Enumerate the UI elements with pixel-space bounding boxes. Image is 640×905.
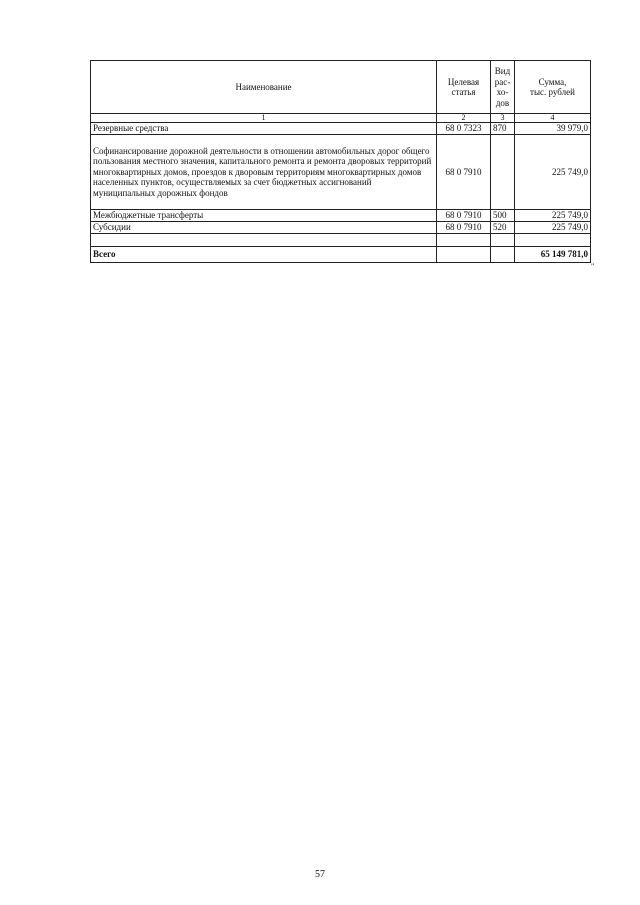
total-row xyxy=(91,247,591,263)
row-sum: 39 979,0 xyxy=(515,123,591,135)
page-number: 57 xyxy=(315,869,325,880)
row-type: 870 xyxy=(491,123,515,135)
column-number: 3 xyxy=(491,114,515,123)
empty-row xyxy=(91,234,591,247)
table-row xyxy=(91,135,591,210)
row-type: 500 xyxy=(491,210,515,222)
row-name: Межбюджетные трансферты xyxy=(91,210,437,222)
closing-quote-mark: " xyxy=(591,262,595,271)
empty-cell xyxy=(515,234,591,247)
column-number: 2 xyxy=(437,114,491,123)
total-label: Всего xyxy=(91,247,437,263)
row-type: 520 xyxy=(491,222,515,234)
table-row xyxy=(91,222,591,234)
total-sum: 65 149 781,0 xyxy=(515,247,591,263)
row-article: 68 0 7323 xyxy=(437,123,491,135)
row-name: Софинансирование дорожной деятельности в отношении автомобильных дорог общего пользования местного значения, капитального ремонта и ремонта дворовых территорий многоквартирных домов, проездов к дворовым территориям многоквартирных домов населенных пунктов, осуществляемых за счет бюджетных ассигнований муниципальных дорожных фондов xyxy=(91,135,437,210)
row-sum: 225 749,0 xyxy=(515,135,591,210)
header-name: Наименование xyxy=(91,61,437,114)
row-article: 68 0 7910 xyxy=(437,222,491,234)
empty-cell xyxy=(437,234,491,247)
budget-table xyxy=(90,60,591,263)
column-number: 1 xyxy=(91,114,437,123)
table-header-row xyxy=(91,61,591,114)
row-sum: 225 749,0 xyxy=(515,222,591,234)
table-row xyxy=(91,210,591,222)
header-type: Вид рас- хо- дов xyxy=(491,61,515,114)
row-article: 68 0 7910 xyxy=(437,210,491,222)
row-name: Резервные средства xyxy=(91,123,437,135)
row-type xyxy=(491,135,515,210)
empty-cell xyxy=(491,234,515,247)
empty-cell xyxy=(437,247,491,263)
row-sum: 225 749,0 xyxy=(515,210,591,222)
column-number: 4 xyxy=(515,114,591,123)
table-row xyxy=(91,123,591,135)
empty-cell xyxy=(91,234,437,247)
row-name: Субсидии xyxy=(91,222,437,234)
row-article: 68 0 7910 xyxy=(437,135,491,210)
header-sum: Сумма, тыс. рублей xyxy=(515,61,591,114)
column-number-row xyxy=(91,114,591,123)
empty-cell xyxy=(491,247,515,263)
header-article: Целевая статья xyxy=(437,61,491,114)
